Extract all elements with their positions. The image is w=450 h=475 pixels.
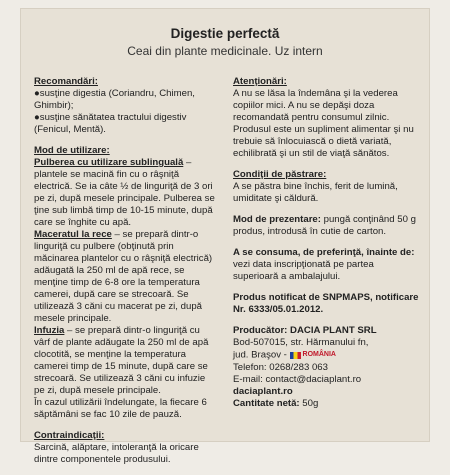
usage-section <box>34 145 218 421</box>
usage-infusion <box>34 325 218 397</box>
macerate-heading: Maceratul la rece <box>34 229 112 240</box>
presentation-section <box>233 214 419 238</box>
best-before-text: vezi data inscripţionată pe partea superioară a ambalajului. <box>233 259 374 282</box>
right-column <box>233 76 419 419</box>
producer-section <box>233 325 419 410</box>
presentation-heading: Mod de prezentare: <box>233 214 321 225</box>
product-subtitle: Ceai din plante medicinale. Uz intern <box>127 44 323 58</box>
recommendation-item: ● susţine sănătatea tractului digestiv (Fenicul, Mentă). <box>34 112 218 136</box>
macerate-text: – se prepară dintr-o linguriţă cu pulbere (obţinută prin măcinarea plantelor cu o râşniţă electrică) adăugată la 250 ml de apă rece, se menţine timp de 6-8 ore la temperatura camerei, după care se strecoară. Se utilizează 3 căni cu macerat pe zi, după mesele principale. <box>34 229 213 324</box>
romania-flag-icon <box>290 352 301 359</box>
notification-text: Produs notificat de SNPMAPS, notificare Nr. 6333/05.01.2012. <box>233 292 419 315</box>
producer-address-line1: Bod-507015, str. Hărmanului fn, <box>233 337 369 348</box>
warnings-heading: Atenţionări: <box>233 76 287 87</box>
usage-heading: Mod de utilizare: <box>34 145 110 156</box>
usage-sublingual <box>34 157 218 229</box>
storage-heading: Condiţii de păstrare: <box>233 169 327 180</box>
recommendations-heading: Recomandări: <box>34 76 98 87</box>
county-text: jud. Braşov - <box>233 349 290 361</box>
warnings-section <box>233 76 419 160</box>
presentation-text: pungă conţinând 50 g produs, introdusă în cutie de carton. <box>233 214 416 237</box>
warnings-text: A nu se lăsa la îndemâna şi la vederea copiilor mici. A nu se depăşi doza recomandată pentru consumul zilnic. Produsul este un supliment alimentar şi nu trebuie să înlocuiască o dietă variată, echilibrată şi un stil de viaţă sănătos. <box>233 88 414 159</box>
infusion-text: – se prepară dintr-o linguriţă cu vârf de plante adăugate la 250 ml de apă clocotită, se menţine la temperatura camerei timp de 15 minute, după care se strecoară. Se utilizează 3 căni cu infuzie pe zi, după mesele principale. <box>34 325 209 396</box>
left-column <box>34 76 218 475</box>
storage-section <box>233 169 419 205</box>
contraindications-text: Sarcină, alăptare, intoleranţă la oricare dintre componentele produsului. <box>34 442 199 465</box>
country-label: ROMÂNIA <box>302 351 336 358</box>
recommendation-item: ● susţine digestia (Coriandru, Chimen, Ghimbir); <box>34 88 218 112</box>
sublingual-text: – plantele se macină fin cu o râşniţă electrică. Se ia câte ½ de linguriţă de 3 ori pe zi, după mesele principale. Pulberea se ţine sub limbă timp de 10-15 minute, după care se înghite cu apă. <box>34 157 215 228</box>
producer-name: Producător: DACIA PLANT SRL <box>233 325 377 336</box>
product-title: Digestie perfectă <box>170 26 280 41</box>
producer-address-line2 <box>233 349 419 362</box>
sublingual-heading: Pulberea cu utilizare sublinguală <box>34 157 184 168</box>
recommendations-section <box>34 76 218 136</box>
product-label <box>20 8 430 465</box>
best-before-section <box>233 247 419 283</box>
producer-email: E-mail: contact@daciaplant.ro <box>233 373 362 385</box>
usage-macerate <box>34 229 218 325</box>
producer-website: daciaplant.ro <box>233 385 293 397</box>
producer-phone: Telefon: 0268/283 063 <box>233 361 328 373</box>
net-quantity-value: 50g <box>299 397 319 409</box>
storage-text: A se păstra bine închis, ferit de lumină, umiditate şi căldură. <box>233 181 398 204</box>
usage-pause-note: În cazul utilizării îndelungate, la fiecare 6 săptămâni se fac 10 zile de pauză. <box>34 397 207 420</box>
net-quantity <box>233 398 419 410</box>
best-before-heading: A se consuma, de preferinţă, înainte de: <box>233 247 415 258</box>
contraindications-heading: Contraindicaţii: <box>34 430 105 441</box>
net-quantity-label: Cantitate netă: <box>233 397 300 409</box>
infusion-heading: Infuzia <box>34 325 65 336</box>
contraindications-section <box>34 430 218 466</box>
